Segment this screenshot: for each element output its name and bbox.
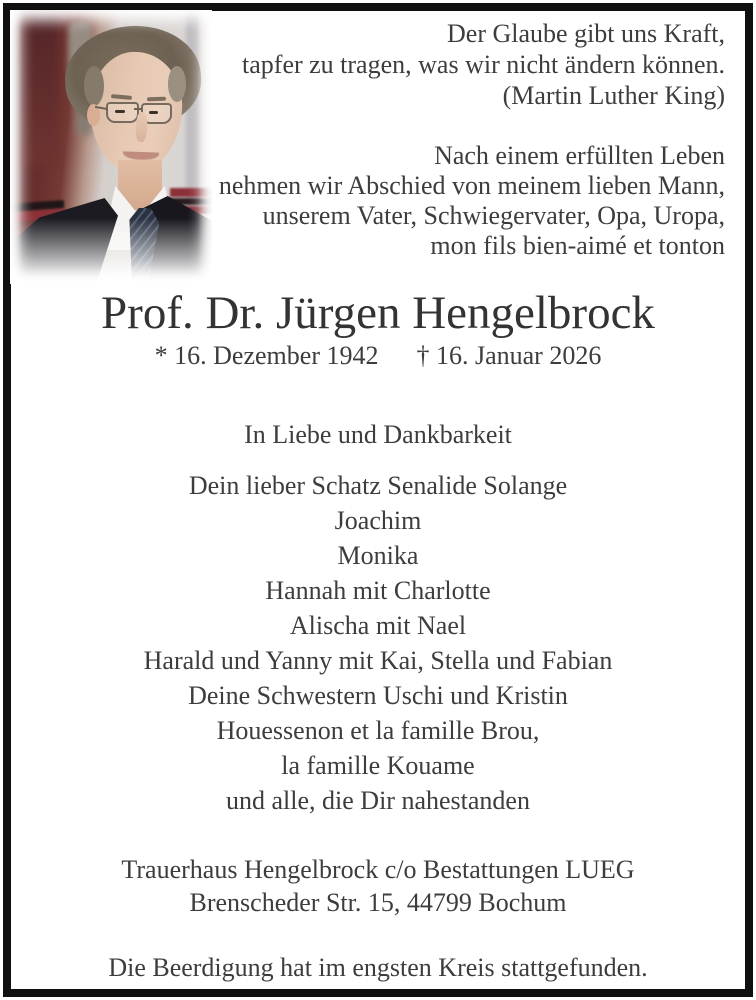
quote-line: Der Glaube gibt uns Kraft, [447, 19, 725, 48]
mourners-list [11, 468, 745, 818]
funeral-home-address [11, 853, 745, 919]
quote-line: tapfer zu tragen, was wir nicht ändern können. [242, 50, 725, 79]
birth-date: * 16. Dezember 1942 [154, 341, 379, 370]
mourner-line: Joachim [334, 506, 422, 535]
mourner-line: Houessenon et la famille Brou, [216, 716, 540, 745]
death-date: † 16. Januar 2026 [416, 341, 602, 370]
opening-quote [191, 18, 725, 111]
mourner-line: und alle, die Dir nahestanden [226, 786, 530, 815]
address-line: Trauerhaus Hengelbrock c/o Bestattungen LUEG [121, 855, 635, 884]
mourner-line: la famille Kouame [281, 751, 475, 780]
dedication-line: In Liebe und Dankbarkeit [244, 420, 512, 449]
farewell-line: nehmen wir Abschied von meinem lieben Mann, [218, 171, 725, 200]
mourner-line: Alischa mit Nael [289, 611, 467, 640]
obituary-frame [3, 3, 753, 997]
farewell-line: Nach einem erfüllten Leben [434, 141, 725, 170]
life-dates [11, 341, 745, 371]
mourner-line: Harald und Yanny mit Kai, Stella und Fabian [143, 646, 613, 675]
address-line: Brenscheder Str. 15, 44799 Bochum [189, 888, 567, 917]
mourner-line: Dein lieber Schatz Senalide Solange [188, 471, 568, 500]
deceased-name: Prof. Dr. Jürgen Hengelbrock [101, 287, 655, 339]
farewell-line: mon fils bien-aimé et tonton [430, 231, 725, 260]
farewell-text [181, 141, 725, 261]
funeral-note: Die Beerdigung hat im engsten Kreis stattgefunden. [108, 953, 648, 982]
mourner-line: Hannah mit Charlotte [265, 576, 491, 605]
mourner-line: Deine Schwestern Uschi und Kristin [188, 681, 568, 710]
mourner-line: Monika [337, 541, 419, 570]
quote-line: (Martin Luther King) [502, 81, 725, 110]
farewell-line: unserem Vater, Schwiegervater, Opa, Uropa, [262, 201, 725, 230]
